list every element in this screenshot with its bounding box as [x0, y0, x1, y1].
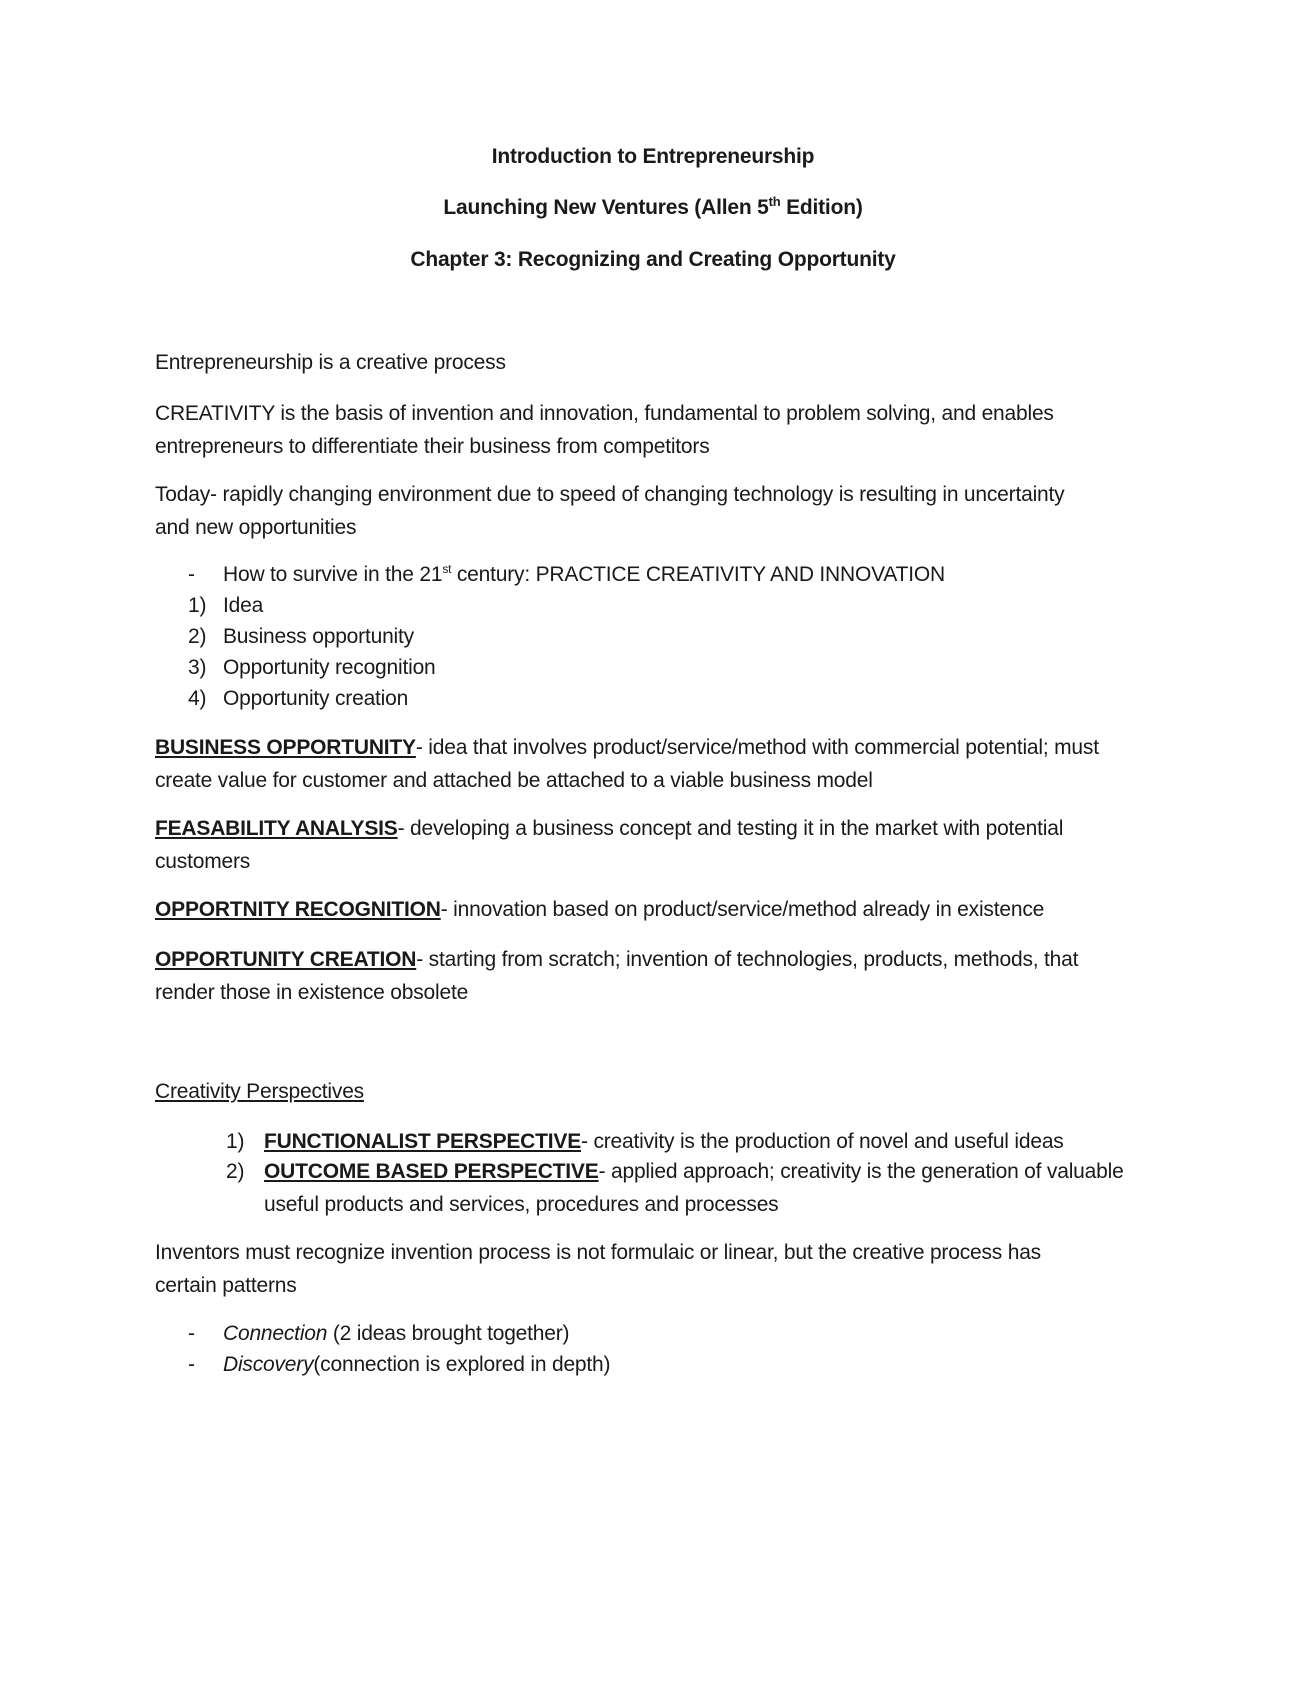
perspective-description: - applied approach; creativity is the generation of valuable — [598, 1160, 1124, 1183]
section-heading — [155, 1075, 1145, 1108]
book-title — [0, 196, 1306, 220]
definition-feasability-analysis — [155, 812, 1145, 878]
pattern-term: Connection — [223, 1322, 328, 1345]
book-title-text: Launching New Ventures (Allen 5 — [443, 196, 769, 219]
bullet-marker: - — [188, 563, 195, 586]
definition-term: OPPORTNITY RECOGNITION — [155, 898, 441, 921]
chapter-title: Chapter 3: Recognizing and Creating Opportunity — [410, 248, 896, 271]
definition-line — [155, 893, 1145, 926]
definition-line — [155, 812, 1145, 845]
bullet-text-post: century: PRACTICE CREATIVITY AND INNOVATION — [451, 563, 945, 586]
definition-opportunity-creation — [155, 943, 1145, 1009]
bullet-marker: - — [188, 1322, 195, 1345]
definition-business-opportunity — [155, 731, 1145, 797]
list-number: 2) — [188, 625, 207, 648]
list-number: 3) — [188, 656, 207, 679]
definition-line — [155, 731, 1145, 764]
definition-opportunity-recognition — [155, 893, 1145, 926]
definition-line — [155, 943, 1145, 976]
bullet-marker: - — [188, 1353, 195, 1376]
definition-line: render those in existence obsolete — [155, 981, 469, 1004]
definition-text: - developing a business concept and testing it in the market with potential — [397, 817, 1064, 840]
edition-ordinal: th — [768, 194, 781, 209]
pattern-term: Discovery — [223, 1353, 314, 1376]
century-ordinal: st — [442, 562, 452, 576]
intro-paragraph-3 — [155, 478, 1145, 544]
paragraph-line: entrepreneurs to differentiate their business from competitors — [155, 435, 710, 458]
bullet-text — [223, 558, 945, 591]
perspective-item — [226, 1155, 1126, 1221]
definition-text: - idea that involves product/service/method with commercial potential; must — [415, 736, 1099, 759]
definition-term: OPPORTUNITY CREATION — [155, 948, 417, 971]
definition-term: BUSINESS OPPORTUNITY — [155, 736, 416, 759]
inventors-paragraph — [155, 1236, 1145, 1302]
list-number: 2) — [226, 1160, 245, 1183]
list-number: 4) — [188, 687, 207, 710]
pattern-description: (connection is explored in depth) — [313, 1353, 611, 1376]
list-number: 1) — [226, 1130, 245, 1153]
pattern-text — [223, 1317, 569, 1350]
perspective-text — [264, 1155, 1124, 1221]
intro-paragraph-1 — [155, 346, 1145, 379]
pattern-description: (2 ideas brought together) — [327, 1322, 570, 1345]
bullet-text-pre: How to survive in the 21 — [223, 563, 443, 586]
list-item-text: Opportunity creation — [223, 687, 409, 710]
paragraph-line: certain patterns — [155, 1274, 297, 1297]
perspective-term: FUNCTIONALIST PERSPECTIVE — [264, 1130, 582, 1153]
perspective-line — [264, 1155, 1124, 1188]
pattern-text — [223, 1348, 610, 1381]
paragraph-line: Inventors must recognize invention process is not formulaic or linear, but the creative process has — [155, 1241, 1041, 1264]
perspective-term: OUTCOME BASED PERSPECTIVE — [264, 1160, 599, 1183]
section-title: Creativity Perspectives — [155, 1080, 364, 1103]
definition-line: customers — [155, 850, 251, 873]
perspective-line: useful products and services, procedures and processes — [264, 1193, 779, 1216]
paragraph-text: Entrepreneurship is a creative process — [155, 351, 506, 374]
document-title: Introduction to Entrepreneurship — [491, 145, 815, 168]
definition-text: - starting from scratch; invention of technologies, products, methods, that — [416, 948, 1079, 971]
list-item-text: Idea — [223, 594, 264, 617]
paragraph-line: Today- rapidly changing environment due to speed of changing technology is resulting in uncertainty — [155, 483, 1065, 506]
definition-text: - innovation based on product/service/method already in existence — [440, 898, 1045, 921]
list-item-text: Opportunity recognition — [223, 656, 436, 679]
list-number: 1) — [188, 594, 207, 617]
paragraph-line: and new opportunities — [155, 516, 357, 539]
intro-paragraph-2 — [155, 397, 1145, 463]
book-title-suffix: Edition) — [780, 196, 863, 219]
list-item-text: Business opportunity — [223, 625, 414, 648]
definition-term: FEASABILITY ANALYSIS — [155, 817, 398, 840]
definition-line: create value for customer and attached be attached to a viable business model — [155, 769, 873, 792]
perspective-description: - creativity is the production of novel and useful ideas — [581, 1130, 1064, 1153]
perspective-text — [264, 1125, 1064, 1158]
paragraph-line: CREATIVITY is the basis of invention and innovation, fundamental to problem solving, and enables — [155, 402, 1054, 425]
